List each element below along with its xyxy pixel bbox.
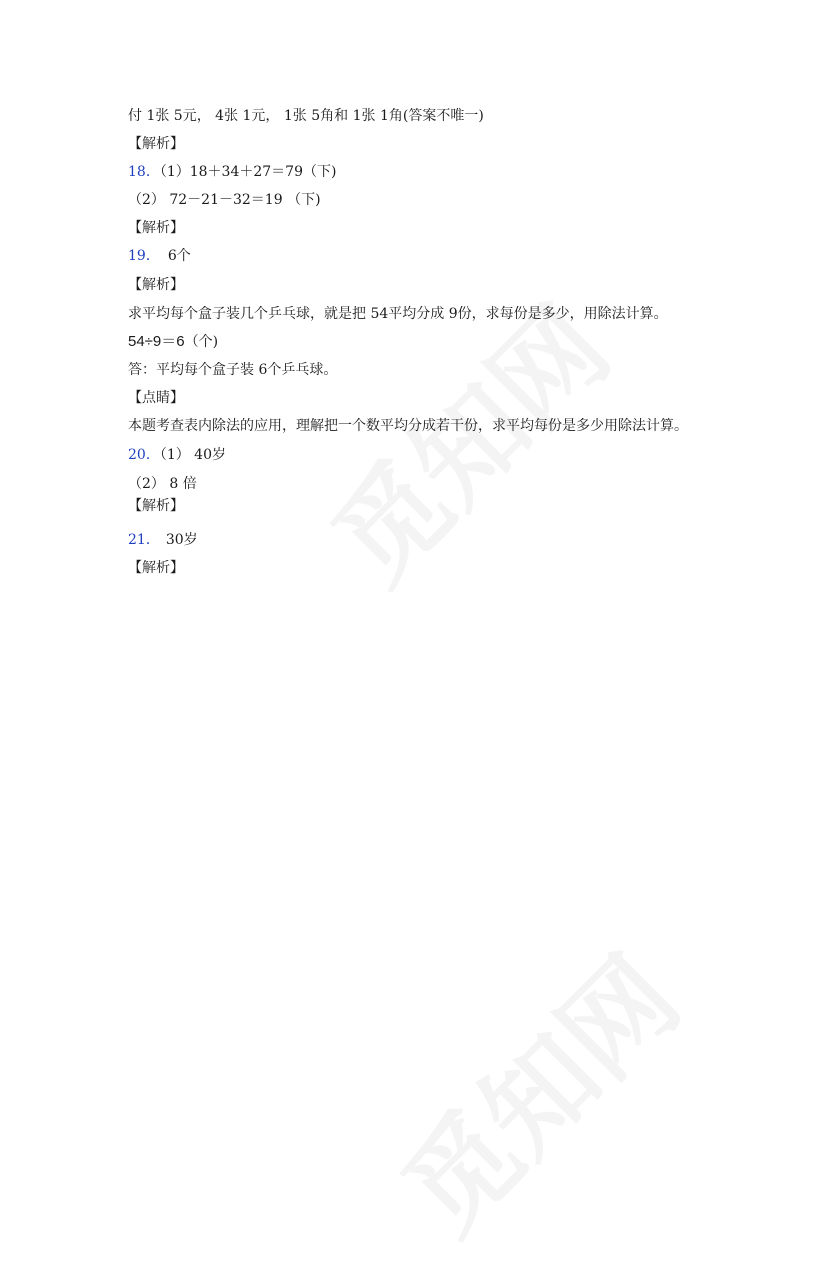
question-number: 19． bbox=[128, 248, 160, 264]
question-number: 21． bbox=[128, 532, 160, 548]
answer-18-part1 bbox=[128, 163, 336, 181]
equation-line bbox=[128, 333, 218, 351]
answer-18-part2: （2） 72－21－32＝19 （下) bbox=[128, 192, 321, 208]
answer-text: 6个 bbox=[167, 248, 191, 264]
analysis-text: 求平均每个盒子装几个乒乓球，就是把 54平均分成 9份，求每份是多少，用除法计算。 bbox=[128, 306, 668, 322]
answer-20-part1 bbox=[128, 446, 226, 464]
analysis-heading: 【解析】 bbox=[128, 220, 184, 236]
equation: 54÷9＝6 bbox=[128, 333, 185, 350]
question-number: 20． bbox=[128, 447, 160, 463]
answer-17-text: 付 1张 5元， 4张 1元， 1张 5角和 1张 1角(答案不唯一) bbox=[128, 108, 484, 124]
answer-21 bbox=[128, 531, 198, 549]
answer-text: （1） 40岁 bbox=[159, 447, 226, 463]
answer-statement: 答：平均每个盒子装 6个乒乓球。 bbox=[128, 362, 338, 378]
answer-text: 30岁 bbox=[165, 532, 198, 548]
remark-text: 本题考查表内除法的应用，理解把一个数平均分成若干份，求平均每份是多少用除法计算。 bbox=[128, 418, 688, 434]
question-number: 18． bbox=[128, 164, 160, 180]
answer-19 bbox=[128, 247, 191, 265]
answer-text: （1）18＋34＋27＝79（下) bbox=[159, 164, 337, 180]
remark-heading: 【点睛】 bbox=[128, 390, 184, 406]
answer-20-part2: （2） 8 倍 bbox=[128, 476, 197, 492]
analysis-heading: 【解析】 bbox=[128, 498, 184, 514]
analysis-heading: 【解析】 bbox=[128, 560, 184, 576]
analysis-heading: 【解析】 bbox=[128, 277, 184, 293]
equation-unit: （个) bbox=[184, 334, 219, 350]
analysis-heading: 【解析】 bbox=[128, 136, 184, 152]
watermark-bottom bbox=[362, 916, 707, 1261]
